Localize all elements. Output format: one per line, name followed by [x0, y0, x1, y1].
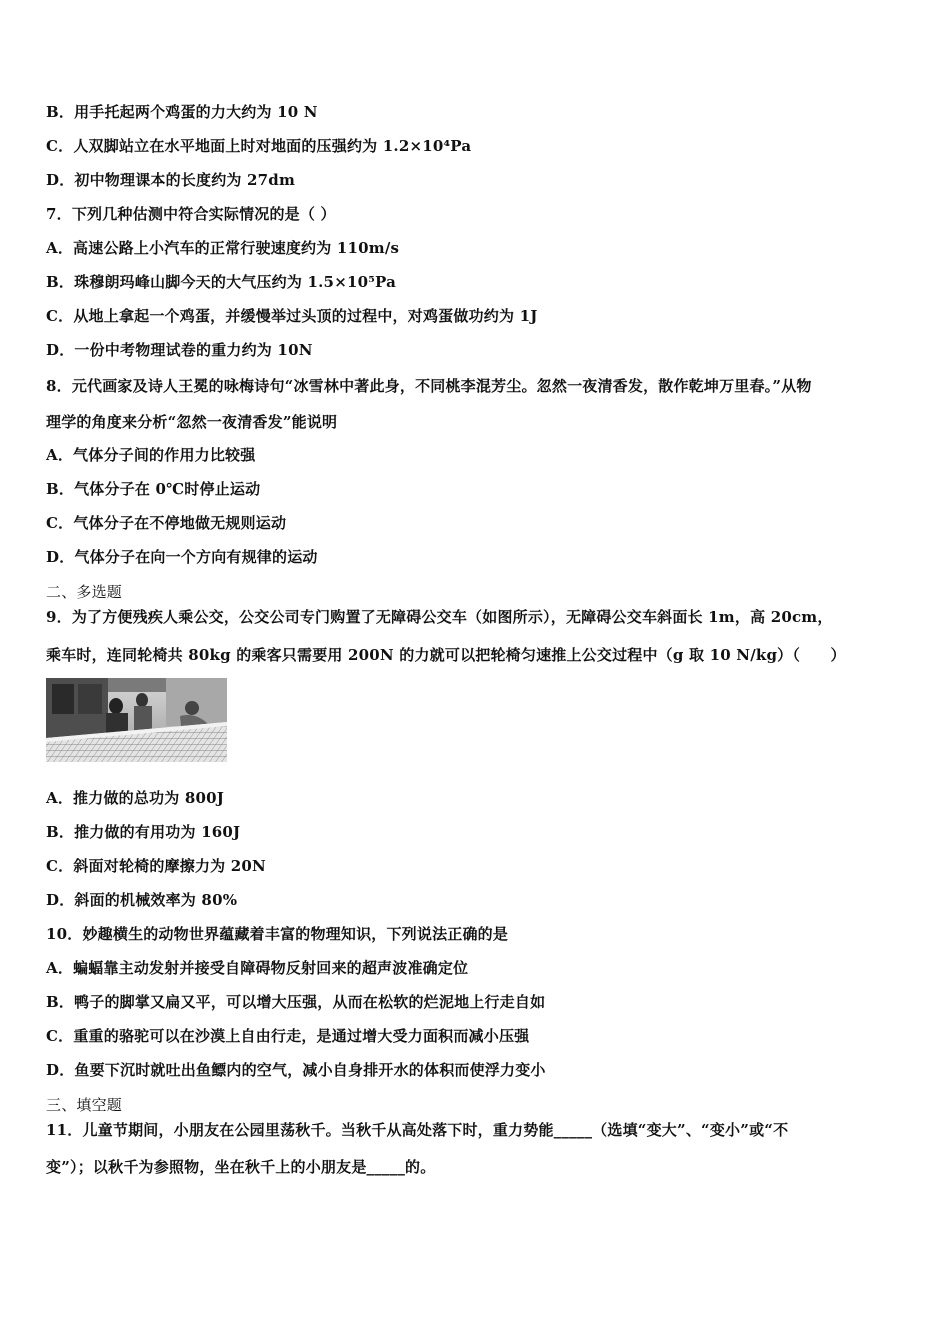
question-11-line-1: 11．儿童节期间，小朋友在公园里荡秋千。当秋千从高处落下时，重力势能_____（选填“变大”、“变小”或“不 — [46, 1121, 789, 1139]
accessible-bus-ramp-photo — [46, 678, 227, 762]
question-11-line-2: 变”）；以秋千为参照物，坐在秋千上的小朋友是_____的。 — [46, 1158, 436, 1176]
q8-option-b: B．气体分子在 0℃时停止运动 — [46, 480, 261, 498]
question-10: 10．妙趣横生的动物世界蕴藏着丰富的物理知识，下列说法正确的是 — [46, 925, 509, 943]
q9-option-d: D．斜面的机械效率为 80% — [46, 891, 238, 909]
q9-option-c: C．斜面对轮椅的摩擦力为 20N — [46, 857, 266, 875]
section-heading-fill-in: 三、填空题 — [46, 1096, 123, 1114]
q7-option-d: D．一份中考物理试卷的重力约为 10N — [46, 341, 313, 359]
q9-option-a: A．推力做的总功为 800J — [46, 789, 225, 807]
q6-option-d: D．初中物理课本的长度约为 27dm — [46, 171, 296, 189]
q7-option-a: A．高速公路上小汽车的正常行驶速度约为 110m/s — [46, 239, 400, 257]
section-heading-multiple-choice: 二、多选题 — [46, 583, 123, 601]
question-7: 7．下列几种估测中符合实际情况的是（ ） — [46, 205, 336, 223]
q8-option-d: D．气体分子在向一个方向有规律的运动 — [46, 548, 318, 566]
q10-option-d: D．鱼要下沉时就吐出鱼鳔内的空气，减小自身排开水的体积而使浮力变小 — [46, 1061, 546, 1079]
question-8-line-2: 理学的角度来分析“忽然一夜清香发”能说明 — [46, 413, 338, 431]
q6-option-b: B．用手托起两个鸡蛋的力大约为 10 N — [46, 103, 318, 121]
q9-option-b: B．推力做的有用功为 160J — [46, 823, 241, 841]
q8-option-c: C．气体分子在不停地做无规则运动 — [46, 514, 287, 532]
question-8-line-1: 8．元代画家及诗人王冕的咏梅诗句“冰雪林中著此身，不同桃李混芳尘。忽然一夜清香发，散作乾坤万里春。”从物 — [46, 377, 812, 395]
question-9-line-1: 9．为了方便残疾人乘公交，公交公司专门购置了无障碍公交车（如图所示），无障碍公交车斜面长 1m，高 20cm， — [46, 608, 833, 626]
q6-option-c: C．人双脚站立在水平地面上时对地面的压强约为 1.2×10⁴Pa — [46, 137, 472, 155]
q10-option-a: A．蝙蝠靠主动发射并接受自障碍物反射回来的超声波准确定位 — [46, 959, 469, 977]
q7-option-c: C．从地上拿起一个鸡蛋，并缓慢举过头顶的过程中，对鸡蛋做功约为 1J — [46, 307, 538, 325]
q7-option-b: B．珠穆朗玛峰山脚今天的大气压约为 1.5×10⁵Pa — [46, 273, 397, 291]
q8-option-a: A．气体分子间的作用力比较强 — [46, 446, 256, 464]
question-9-line-2: 乘车时，连同轮椅共 80kg 的乘客只需要用 200N 的力就可以把轮椅匀速推上公交过程中（g 取 10 N/kg）（ ） — [46, 646, 846, 664]
q10-option-b: B．鸭子的脚掌又扁又平，可以增大压强，从而在松软的烂泥地上行走自如 — [46, 993, 546, 1011]
q10-option-c: C．重重的骆驼可以在沙漠上自由行走，是通过增大受力面积而减小压强 — [46, 1027, 530, 1045]
